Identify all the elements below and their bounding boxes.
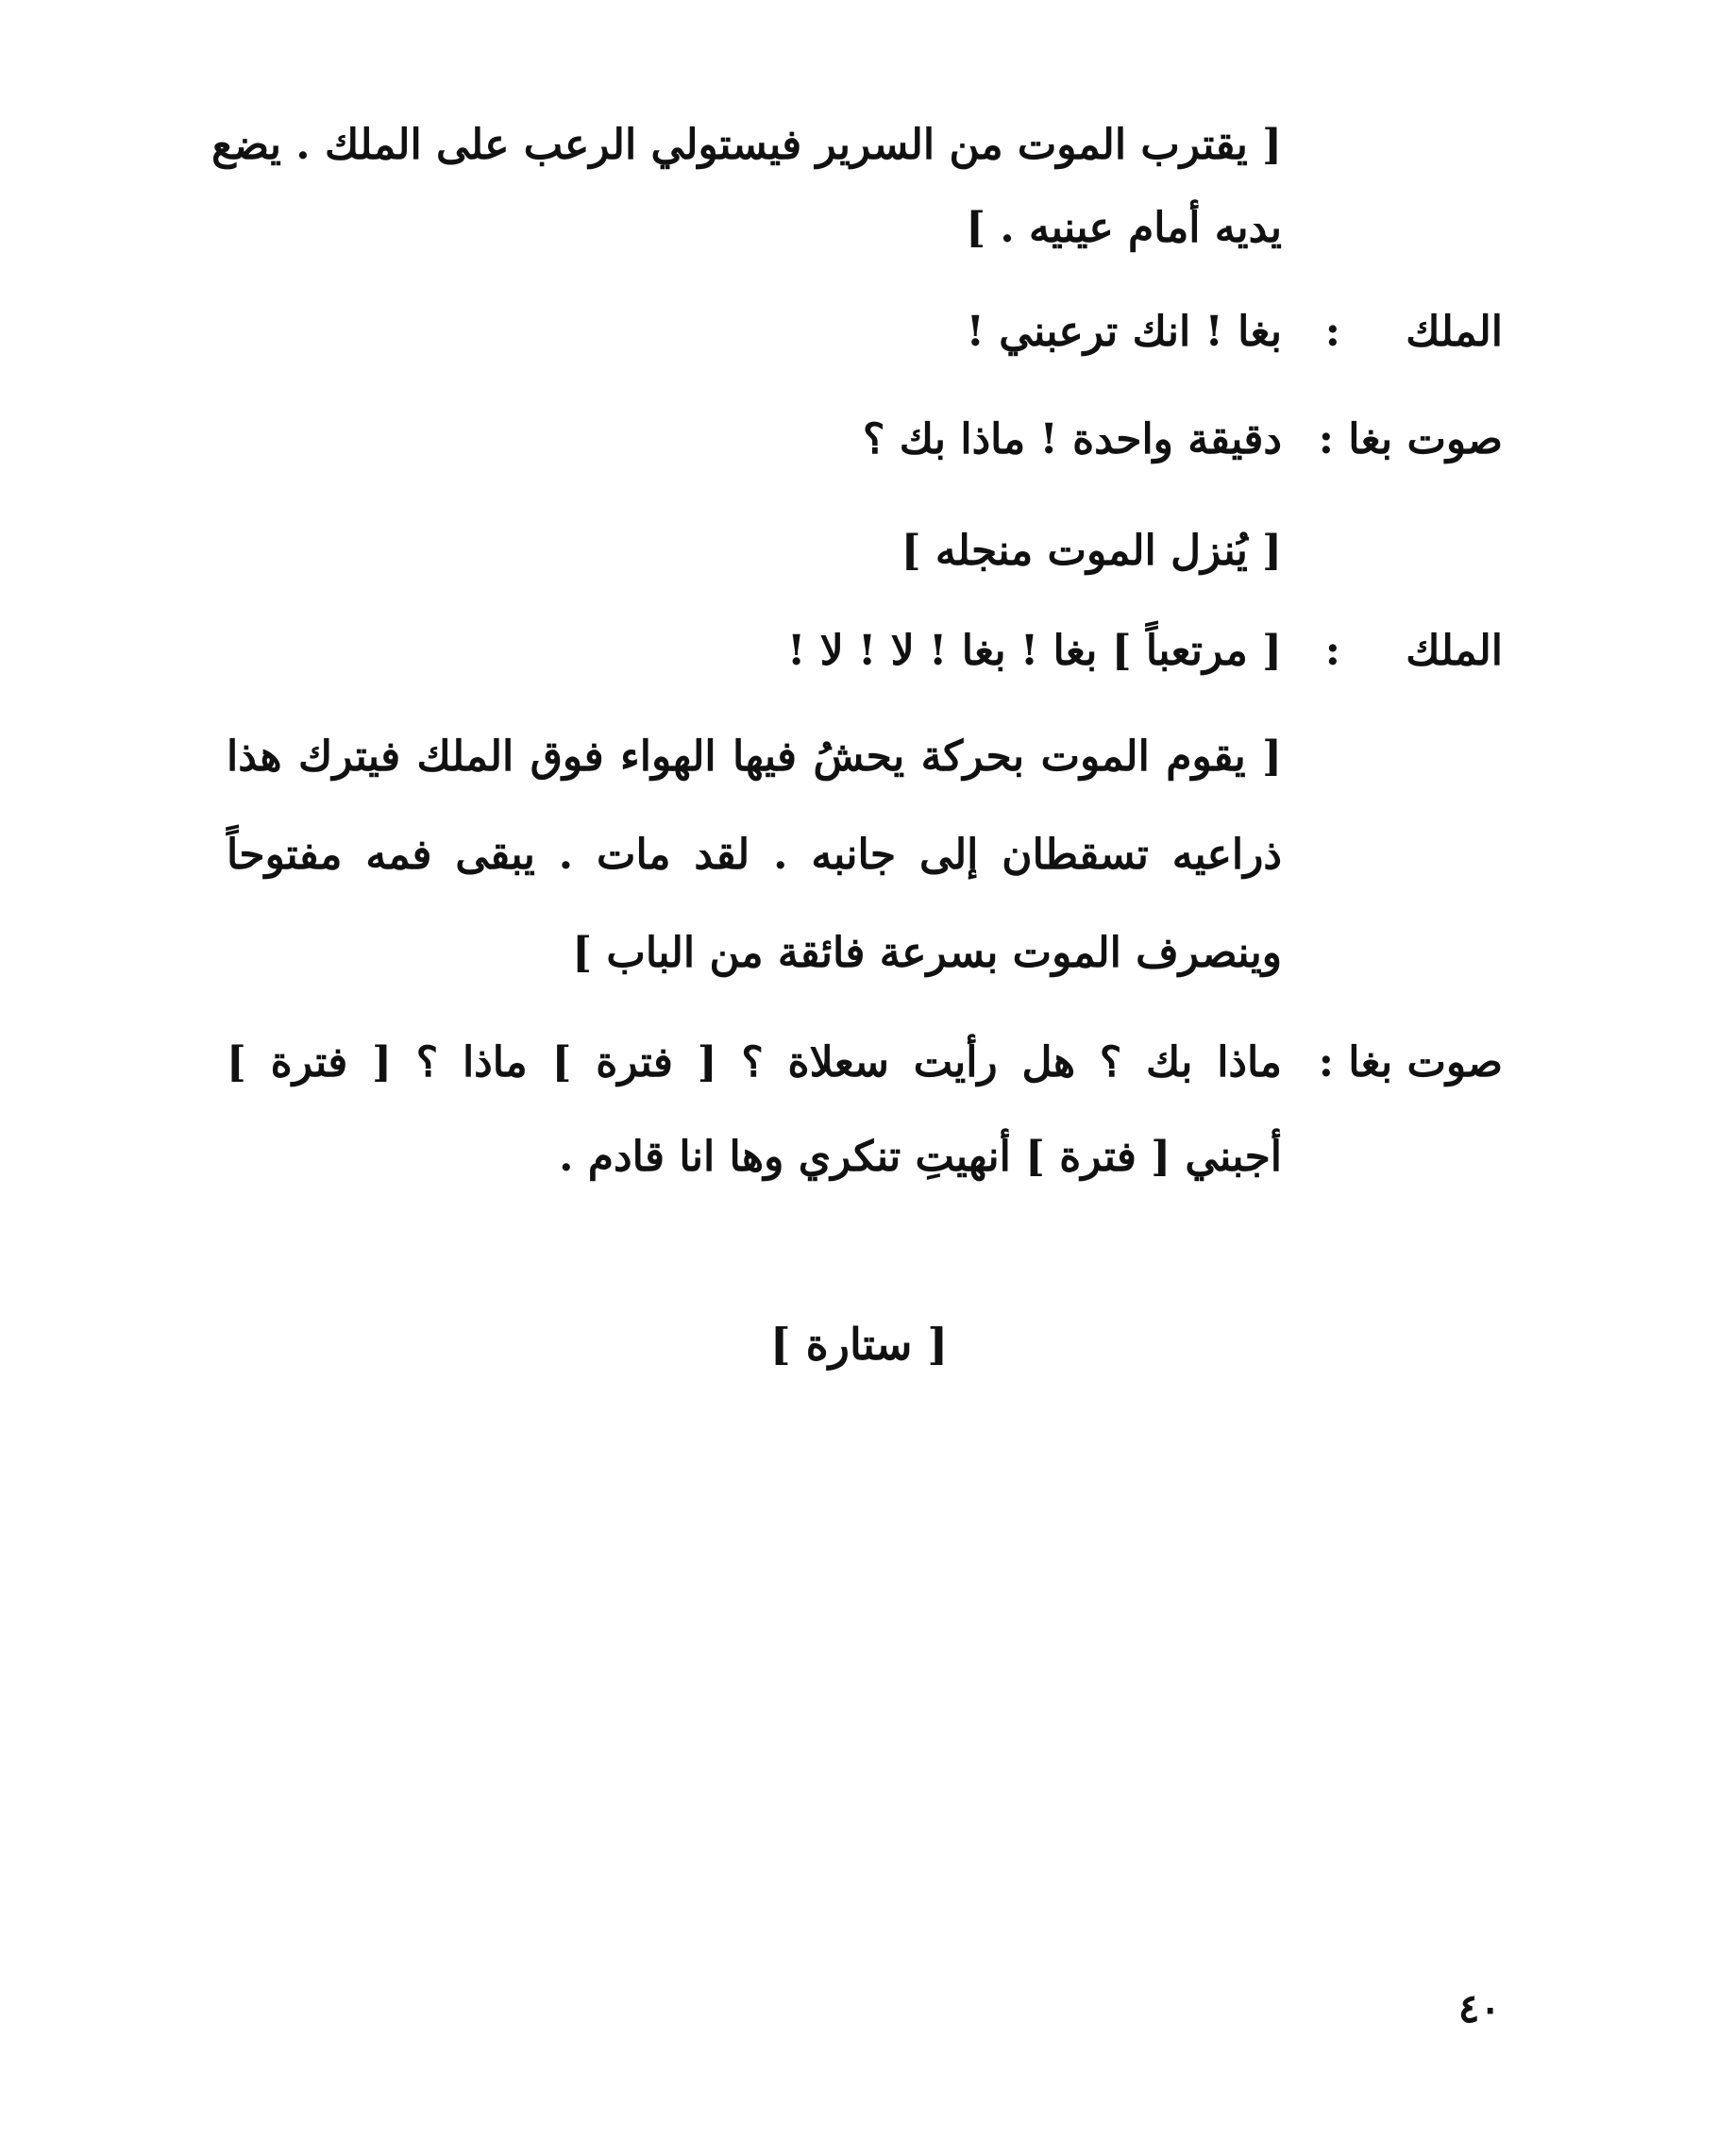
stage-direction-3-line-2: ذراعيه تسقطان إلى جانبه . لقد مات . يبقى فمه مفتوحاً	[227, 831, 1282, 879]
speaker-bagha-voice-1: صوت بغا :	[1318, 415, 1503, 463]
dialogue-4-line-2: أجبني [ فترة ] أنهيتِ تنكري وها انا قادم .	[559, 1133, 1282, 1181]
stage-direction-3-line-3: وينصرف الموت بسرعة فائقة من الباب ]	[572, 929, 1282, 977]
stage-direction-1-line-2: يديه أمام عينيه . ]	[966, 204, 1282, 252]
speaker-separator-2: :	[1324, 627, 1340, 675]
curtain-direction: [ ستارة ]	[769, 1319, 949, 1370]
page-number: ٤٠	[1457, 1985, 1501, 2031]
speaker-separator-1: :	[1324, 308, 1340, 356]
dialogue-4-line-1: ماذا بك ؟ هل رأيت سعلاة ؟ [ فترة ] ماذا ؟ [ فترة ]	[227, 1038, 1282, 1086]
dialogue-1-text: بغا ! انك ترعبني !	[966, 308, 1282, 356]
dialogue-2-text: دقيقة واحدة ! ماذا بك ؟	[863, 415, 1282, 463]
stage-direction-1-line-1: [ يقترب الموت من السرير فيستولي الرعب على الملك . يضع	[211, 121, 1282, 169]
speaker-king-2: الملك	[1406, 627, 1503, 675]
speaker-king-1: الملك	[1406, 308, 1503, 356]
stage-direction-3-line-1: [ يقوم الموت بحركة يحشُ فيها الهواء فوق الملك فيترك هذا	[227, 733, 1283, 781]
speaker-bagha-voice-2: صوت بغا :	[1318, 1038, 1503, 1086]
stage-direction-2: [ يُنزل الموت منجله ]	[901, 527, 1282, 575]
dialogue-3-text: [ مرتعباً ] بغا ! بغا ! لا ! لا !	[786, 627, 1282, 675]
